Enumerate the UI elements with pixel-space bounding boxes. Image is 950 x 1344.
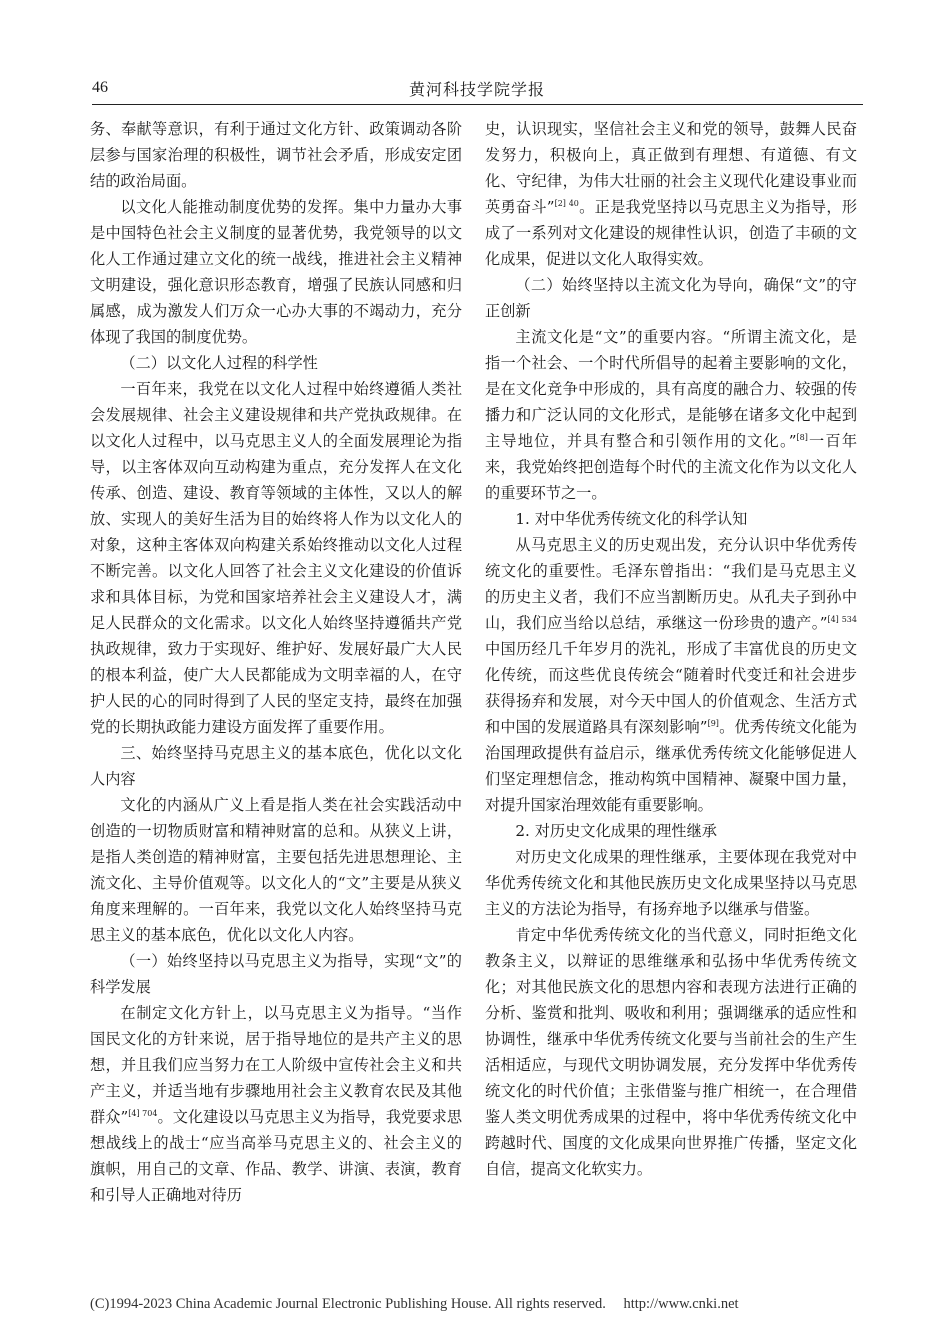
citation-marker: [2] 40 [554,199,579,208]
paragraph [90,116,462,194]
paragraph [485,532,857,818]
paragraph-text: 在制定文化方针上，以马克思主义为指导。“当作国民文化的方针来说，居于指导地位的是共产主义的思想，并且我们应当努力在工人阶级中宣传社会主义和共产主义，并适当地有步骤地用社会主义教育农民及其他群众” [90,1004,462,1126]
paragraph-text: 1. 对中华优秀传统文化的科学认知 [515,510,748,528]
paragraph-text: 中国历经几千年岁月的洗礼，形成了丰富优良的历史文化传统，而这些优良传统会“随着时代变迁和社会进步获得扬弃和发展，对今天中国人的价值观念、生活方式和中国的发展道路具有深刻影响” [485,640,857,736]
footer [90,1296,890,1313]
paragraph-text: 三、始终坚持马克思主义的基本底色，优化以文化人内容 [90,744,462,788]
cnki-link[interactable]: http://www.cnki.net [623,1296,739,1312]
paragraph-text: 文化的内涵从广义上看是指人类在社会实践活动中创造的一切物质财富和精神财富的总和。从狭义上讲，是指人类创造的精神财富，主要包括先进思想理论、主流文化、主导价值观等。以文化人的“文”主要是从狭义角度来理解的。一百年来，我党以文化人始终坚持马克思主义的基本底色，优化以文化人内容。 [90,796,462,944]
citation-marker: [9] [707,719,719,728]
paragraph-text: 。文化建设以马克思主义为指导，我党要求思想战线上的战士“应当高举马克思主义的、社会主义的旗帜，用自己的文章、作品、教学、讲演、表演，教育和引导人正确地对待历 [90,1108,463,1204]
paragraph [90,740,462,792]
paragraph-text: 肯定中华优秀传统文化的当代意义，同时拒绝文化教条主义，以辩证的思维继承和弘扬中华优秀传统文化；对其他民族文化的思想内容和表现方法进行正确的分析、鉴赏和批判、吸收和利用；强调继承的适应性和协调性，继承中华优秀传统文化要与当前社会的生产生活相适应，与现代文明协调发展，充分发挥中华优秀传统文化的时代价值；主张借鉴与推广相统一，在合理借鉴人类文明优秀成果的过程中，将中华优秀传统文化中跨越时代、国度的文化成果向世界推广传播，坚定文化自信，提高文化软实力。 [485,926,857,1178]
paragraph-text: （二）始终坚持以主流文化为导向，确保“文”的守正创新 [485,276,857,320]
paragraph [90,376,462,740]
paragraph-text: 以文化人能推动制度优势的发挥。集中力量办大事是中国特色社会主义制度的显著优势，我党领导的以文化人工作通过建立文化的统一战线，推进社会主义精神文明建设，强化意识形态教育，增强了民族认同感和归属感，成为激发人们万众一心办大事的不竭动力，充分体现了我国的制度优势。 [90,198,462,346]
paragraph-text: 一百年来，我党在以文化人过程中始终遵循人类社会发展规律、社会主义建设规律和共产党执政规律。在以文化人过程中，以马克思主义人的全面发展理论为指导，以主客体双向互动构建为重点，充分发挥人在文化传承、创造、建设、教育等领域的主体性，又以人的解放、实现人的美好生活为目的始终将人作为以文化人的对象，这种主客体双向构建关系始终推动以文化人过程不断完善。以文化人回答了社会主义文化建设的价值诉求和具体目标，为党和国家培养社会主义建设人才，满足人民群众的文化需求。以文化人始终坚持遵循共产党执政规律，致力于实现好、维护好、发展好最广大人民的根本利益，使广大人民都能成为文明幸福的人，在守护人民的心的同时得到了人民的坚定支持，最终在加强党的长期执政能力建设方面发挥了重要作用。 [90,380,462,736]
paragraph [90,948,462,1000]
paragraph-text: （一）始终坚持以马克思主义为指导，实现“文”的科学发展 [90,952,462,996]
copyright-notice: (C)1994-2023 China Academic Journal Electronic Publishing House. All rights reserved. [90,1296,606,1312]
running-header [92,75,862,105]
paragraph [90,792,462,948]
page-number: 46 [92,79,108,96]
paragraph [485,844,857,922]
paragraph [485,922,857,1182]
paragraph-text: 2. 对历史文化成果的理性继承 [515,822,717,840]
paragraph-text: 一百年来，我党始终把创造每个时代的主流文化作为以文化人的重要环节之一。 [485,432,858,502]
paragraph-text: 从马克思主义的历史观出发，充分认识中华优秀传统文化的重要性。毛泽东曾指出：“我们是马克思主义的历史主义者，我们不应当割断历史。从孔夫子到孙中山，我们应当给以总结，承继这一份珍贵的遗产。” [485,536,857,632]
paragraph-text: 主流文化是“文”的重要内容。“所谓主流文化，是指一个社会、一个时代所倡导的起着主要影响的文化，是在文化竞争中形成的，具有高度的融合力、较强的传播力和广泛认同的文化形式，是能够在诸多文化中起到主导地位，并具有整合和引领作用的文化。” [485,328,857,450]
paragraph [90,1000,462,1208]
right-column [485,116,857,1182]
paragraph [485,506,857,532]
left-column [90,116,462,1208]
paragraph [90,350,462,376]
paragraph [485,272,857,324]
journal-title: 黄河科技学院学报 [408,80,545,99]
paragraph-text: 务、奉献等意识，有利于通过文化方针、政策调动各阶层参与国家治理的积极性，调节社会矛盾，形成安定团结的政治局面。 [90,120,462,190]
paragraph [485,818,857,844]
paragraph-text: 。优秀传统文化能为治国理政提供有益启示，继承优秀传统文化能够促进人们坚定理想信念，推动构筑中国精神、凝聚中国力量，对提升国家治理效能有重要影响。 [485,718,858,814]
paragraph-text: 对历史文化成果的理性继承，主要体现在我党对中华优秀传统文化和其他民族历史文化成果坚持以马克思主义的方法论为指导，有扬弃地予以继承与借鉴。 [485,848,857,918]
citation-marker: [8] [796,433,808,442]
citation-marker: [4] 534 [827,615,857,624]
paragraph [485,116,857,272]
paragraph-text: 史，认识现实，坚信社会主义和党的领导，鼓舞人民奋发努力，积极向上，真正做到有理想、有道德、有文化、守纪律，为伟大壮丽的社会主义现代化建设事业而英勇奋斗” [485,120,857,216]
paragraph-text: （二）以文化人过程的科学性 [120,354,318,372]
citation-marker: [4] 704 [128,1109,158,1118]
paragraph [90,194,462,350]
paragraph [485,324,857,506]
header-rule [92,104,863,105]
paragraph-text: 。正是我党坚持以马克思主义为指导，形成了一系列对文化建设的规律性认识，创造了丰硕的文化成果，促进以文化人取得实效。 [485,198,858,268]
